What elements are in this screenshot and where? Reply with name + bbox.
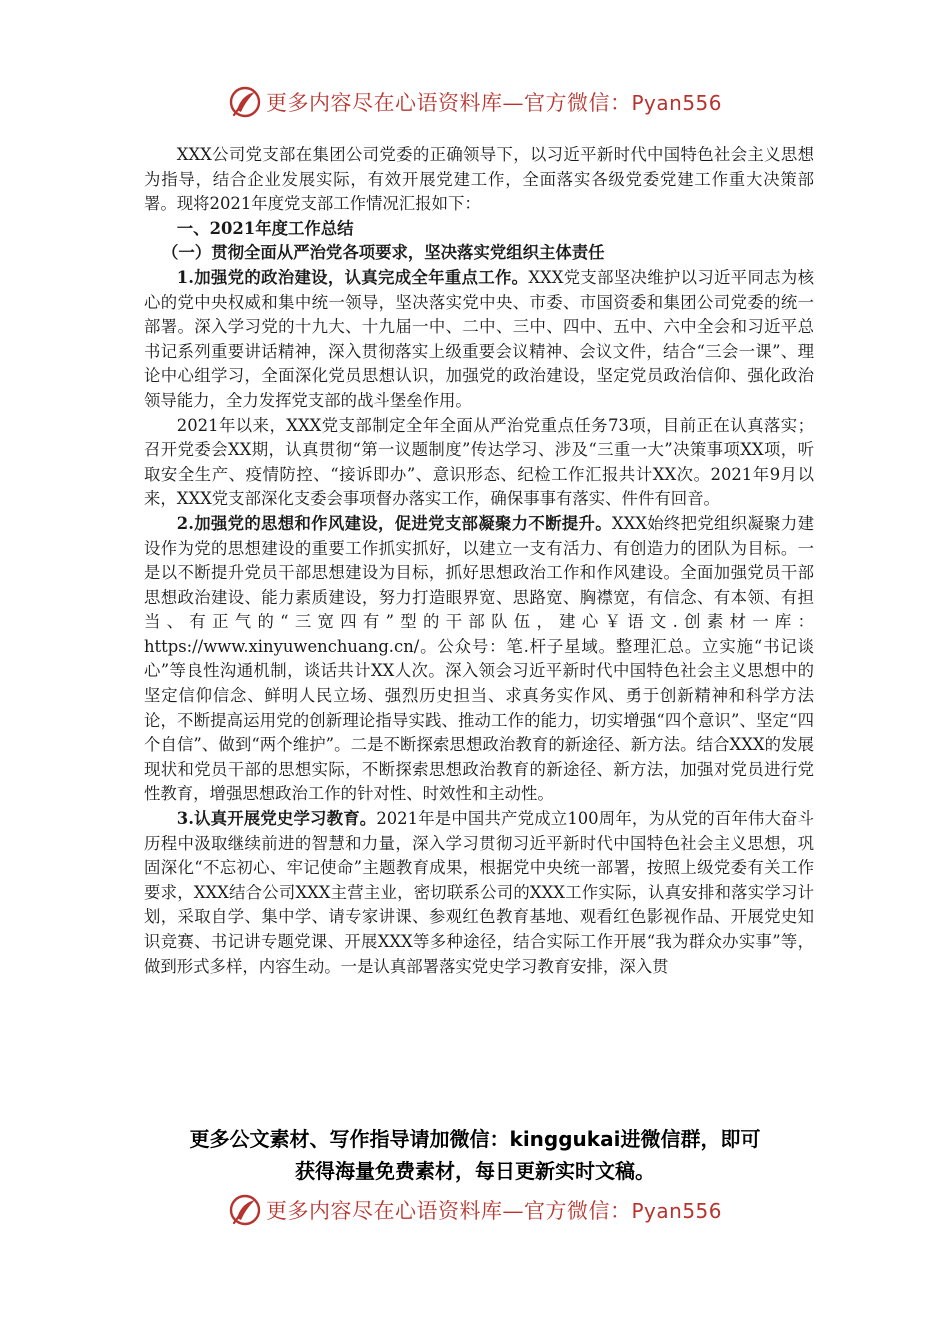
paragraph-2: 2021年以来，XXX党支部制定全年全面从严治党重点任务73项，目前正在认真落实；召开党委会XX期，认真贯彻“第一议题制度”传达学习、涉及“三重一大”决策事项XX项，听取安全生产、疫情防控、“接诉即办”、意识形态、纪检工作汇报共计XX次。2021年9月以来，XXX党支部深化支委会事项督办落实工作，确保事事有落实、件件有回音。 <box>144 415 814 509</box>
promo-notice <box>100 1123 850 1187</box>
paragraph-4-lead: 3.认真开展党史学习教育。 <box>176 809 377 829</box>
banner-wechat-id: Pyan556 <box>631 91 723 115</box>
paragraph-3-body: XXX始终把党组织凝聚力建设作为党的思想建设的重要工作抓实抓好，以建立一支有活力、有创造力的团队为目标。一是以不断提升党员干部思想建设为目标，抓好思想政治工作和作风建设。全面加强党员干部思想政治建设、能力素质建设，努力打造眼界宽、思路宽、胸襟宽，有信念、有本领、有担当、有正气的“三宽四有”型的干部队伍，建心￥语文.创素材一库：https://www.xinyuwenchuang.cn/。公众号：笔.杆子星域。整理汇总。立实施“书记谈心”等良性沟通机制，谈话共计XX人次。深入领会习近平新时代中国特色社会主义思想中的坚定信仰信念、鲜明人民立场、强烈历史担当、求真务实作风、勇于创新精神和科学方法论，不断提高运用党的创新理论指导实践、推动工作的能力，切实增强“四个意识”、坚定“四个自信”、做到“两个维护”。二是不断探索思想政治教育的新途径、新方法。结合XXX的发展现状和党员干部的思想实际，不断探索思想政治教育的新途径、新方法，加强对党员进行党性教育，增强思想政治工作的针对性、时效性和主动性。 <box>144 513 814 804</box>
promo-line-2: 获得海量免费素材，每日更新实时文稿。 <box>295 1159 655 1183</box>
section-heading: 一、2021年度工作总结 <box>176 218 354 238</box>
subsection-heading: （一）贯彻全面从严治党各项要求，坚决落实党组织主体责任 <box>162 243 605 263</box>
paragraph-4 <box>144 807 814 979</box>
paragraph-1 <box>144 266 814 414</box>
banner-text: 更多内容尽在心语资料库—官方微信：Pyan556 <box>266 91 723 115</box>
header-banner <box>228 82 722 122</box>
logo-icon <box>228 85 262 119</box>
paragraph-1-lead: 1.加强党的政治建设，认真完成全年重点工作。 <box>176 267 529 287</box>
promo-line-1: 更多公文素材、写作指导请加微信：kinggukai进微信群，即可 <box>189 1127 761 1151</box>
footer-banner <box>228 1190 722 1230</box>
paragraph-1-body: XXX党支部坚决维护以习近平同志为核心的党中央权威和集中统一领导，坚决落实党中央、市委、市国资委和集团公司党委的统一部署。深入学习党的十九大、十九届一中、二中、三中、四中、五中、六中全会和习近平总书记系列重要讲话精神，深入贯彻落实上级重要会议精神、会议文件，结合“三会一课”、理论中心组学习，全面深化党员思想认识，加强党的政治建设，坚定党员政治信仰、强化政治领导能力，全力发挥党支部的战斗堡垒作用。 <box>144 267 814 410</box>
logo-icon <box>228 1193 262 1227</box>
document-body <box>144 143 814 979</box>
banner-text: 更多内容尽在心语资料库—官方微信：Pyan556 <box>266 1199 723 1223</box>
paragraph-4-body: 2021年是中国共产党成立100周年，为从党的百年伟大奋斗历程中汲取继续前进的智慧和力量，深入学习贯彻习近平新时代中国特色社会主义思想，巩固深化“不忘初心、牢记使命”主题教育成果，根据党中央统一部署，按照上级党委有关工作要求，XXX结合公司XXX主营主业，密切联系公司的XXX工作实际，认真安排和落实学习计划，采取自学、集中学、请专家讲课、参观红色教育基地、观看红色影视作品、开展党史知识竞赛、书记讲专题党课、开展XXX等多种途径，结合实际工作开展“我为群众办实事”等，做到形式多样，内容生动。一是认真部署落实党史学习教育安排，深入贯 <box>144 809 814 976</box>
paragraph-3 <box>144 512 814 807</box>
paragraph-3-lead: 2.加强党的思想和作风建设，促进党支部凝聚力不断提升。 <box>176 513 612 533</box>
banner-wechat-id: Pyan556 <box>631 1199 723 1223</box>
intro-paragraph: XXX公司党支部在集团公司党委的正确领导下，以习近平新时代中国特色社会主义思想为指导，结合企业发展实际，有效开展党建工作，全面落实各级党委党建工作重大决策部署。现将2021年度党支部工作情况汇报如下： <box>144 145 814 214</box>
